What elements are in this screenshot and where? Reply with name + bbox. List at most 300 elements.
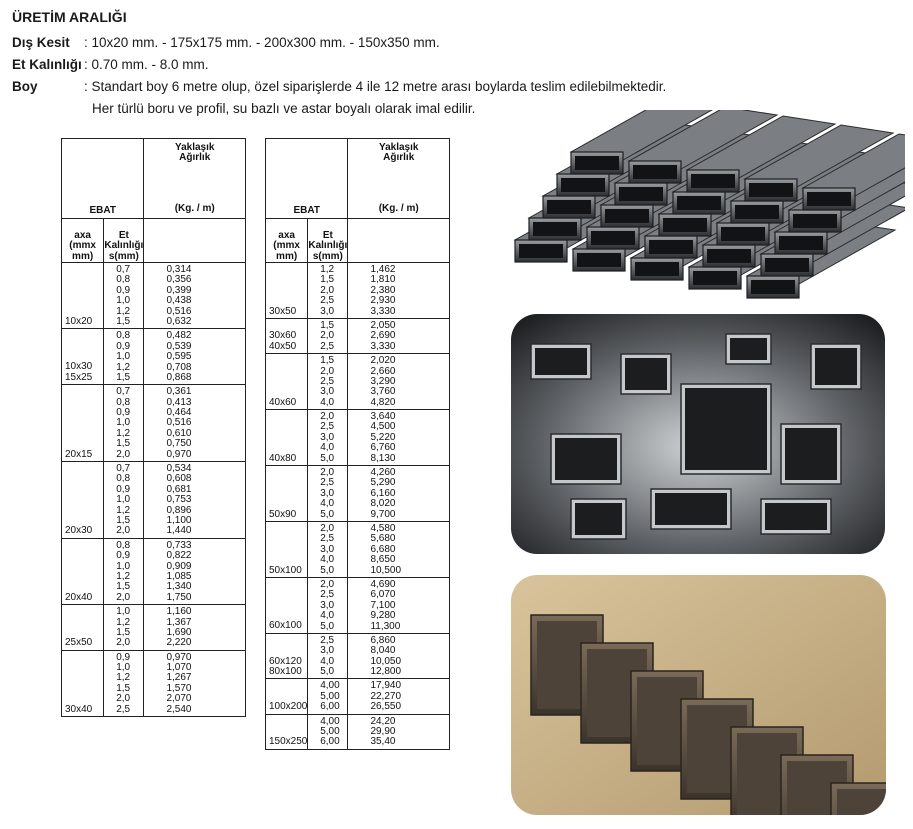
weight-cell [348,466,450,522]
thickness-value: 0,7 [116,463,131,475]
dimension-text: 20x40 [65,591,93,603]
weight-value: 0,356 [166,274,192,286]
thickness-value: 5,0 [320,564,335,576]
wall-thickness-value: : 0.70 mm. - 8.0 mm. [84,57,209,72]
weight-cell [144,263,246,329]
weight-value: 17,940 [370,680,402,692]
profile-grid [515,110,905,298]
dimension-cell [62,263,104,329]
dimension-cell [62,605,104,651]
weight-value: 4,260 [370,467,396,479]
thickness-value: 1,5 [116,682,131,694]
length-row [12,79,666,95]
thickness-value: 4,0 [320,442,335,454]
dimension-text: 150x250 [269,736,308,748]
dimension-text: 30x60 [269,330,297,342]
thickness-value: 2,0 [320,365,335,377]
thickness-value: 6,00 [320,701,340,713]
weight-value: 1,100 [166,514,192,526]
thickness-value: 2,0 [320,411,335,423]
weight-value: 8,020 [370,498,396,510]
thickness-value: 2,0 [320,578,335,590]
weight-value: 1,750 [166,591,192,603]
weight-value: 0,314 [166,264,192,275]
weight-value: 8,130 [370,452,396,464]
thickness-value: 0,8 [116,539,131,551]
table-row [266,577,450,633]
thickness-cell [308,354,348,410]
tube-hole [685,388,767,470]
paint-note: Her türlü boru ve profil, su bazlı ve astar boyalı olarak imal edilir. [92,101,476,116]
weight-value: 6,160 [370,487,396,499]
thickness-value: 1,5 [116,626,131,638]
thickness-value: 4,0 [320,498,335,510]
table-row [62,263,246,329]
tube-hole [677,196,721,210]
dimension-cell [266,521,308,577]
thickness-value: 0,8 [116,274,131,286]
weight-value: 0,482 [166,330,192,342]
thickness-cell [308,714,348,749]
tube-hole [837,789,886,815]
thickness-value: 0,8 [116,473,131,485]
tube-hole [779,236,823,250]
tube-hole [619,187,663,201]
ebat-header: EBAT [62,139,144,219]
tube-hole [625,358,667,390]
weight-value: 2,220 [166,637,192,649]
weight-value: 9,280 [370,610,396,622]
dimension-text: 40x50 [269,340,297,352]
tube-hole [749,183,793,197]
axa-header: axa (mmx mm) [62,219,104,263]
weight-value: 0,868 [166,371,192,383]
thickness-value: 5,0 [320,452,335,464]
thickness-value: 1,0 [116,417,131,429]
weight-value: 5,680 [370,533,396,545]
tube-hole [785,428,837,480]
weight-value: 1,440 [166,525,192,537]
table-row [266,466,450,522]
thickness-cell [104,462,144,539]
outer-section-row [12,35,440,51]
tube-hole [575,156,619,170]
weight-value: 1,340 [166,581,192,593]
thickness-cell [308,466,348,522]
weight-value: 1,690 [166,626,192,638]
weight-value: 0,733 [166,539,192,551]
thickness-value: 1,5 [116,315,131,327]
weight-value: 1,070 [166,662,192,674]
thickness-value: 1,2 [116,672,131,684]
dimension-cell [266,263,308,319]
weight-value: 3,290 [370,375,396,387]
thickness-value: 2,5 [320,421,335,433]
thickness-value: 1,0 [116,662,131,674]
thickness-cell [308,521,348,577]
thickness-value: 0,9 [116,340,131,352]
tube-hole [751,280,795,294]
dimension-text: 60x100 [269,620,302,632]
dimension-text: 10x30 [65,361,93,373]
table-row [62,650,246,716]
weight-value: 1,267 [166,672,192,684]
dimension-text: 20x30 [65,525,93,537]
length-value: : Standart boy 6 metre olup, özel siparişlerde 4 ile 12 metre arası boylarda teslim edilebilmektedir. [84,79,667,94]
steel-profiles-stack-photo [505,110,905,305]
dimension-text: 50x100 [269,564,302,576]
thickness-value: 1,0 [116,295,131,307]
wall-thickness-label: Et Kalınlığı [12,57,82,72]
thickness-value: 4,0 [320,610,335,622]
weight-value: 0,534 [166,463,192,475]
weight-value: 22,270 [370,690,402,702]
thickness-value: 1,5 [320,319,335,331]
thickness-value: 2,0 [320,284,335,296]
weight-value: 0,413 [166,396,192,408]
tube-hole [807,192,851,206]
length-label: Boy [12,79,38,94]
thickness-header: Et Kalınlığı s(mm) [104,219,144,263]
thickness-value: 2,0 [320,330,335,342]
tube-hole [765,503,827,530]
unit-label: (Kg. / m) [378,202,419,214]
weight-cell [348,714,450,749]
weight-value: 3,330 [370,340,396,352]
outer-section-value: : 10x20 mm. - 175x175 mm. - 200x300 mm. - 150x350 mm. [84,35,440,50]
dimension-text: 40x80 [269,452,297,464]
tube-hole [815,348,857,385]
weight-cell [348,679,450,714]
weight-value: 2,930 [370,295,396,307]
dimension-cell [62,538,104,604]
table-row [62,538,246,604]
weight-value: 10,500 [370,564,402,576]
empty-header [144,219,246,263]
thickness-value: 5,00 [320,726,340,738]
tube-hole [591,231,635,245]
dimension-cell [266,714,308,749]
dimension-text: 40x60 [269,396,297,408]
dimension-cell [62,650,104,716]
weight-value: 0,595 [166,351,192,363]
thickness-cell [308,633,348,679]
thickness-value: 1,0 [116,351,131,363]
thickness-value: 0,9 [116,550,131,562]
tube-hole [533,222,577,236]
table-body [62,263,246,717]
tube-hole [561,178,605,192]
thickness-value: 2,0 [116,591,131,603]
weight-value: 8,650 [370,554,396,566]
tube-hole [655,493,727,525]
thickness-value: 3,0 [320,487,335,499]
thickness-value: 5,00 [320,690,340,702]
tube-hole [519,244,563,258]
dimension-text: 25x50 [65,637,93,649]
weight-value: 0,361 [166,386,192,398]
tube-hole [721,227,765,241]
thickness-cell [104,538,144,604]
dimension-text: 60x120 [269,655,302,667]
weight-value: 0,608 [166,473,192,485]
weight-value: 0,822 [166,550,192,562]
weight-value: 1,085 [166,570,192,582]
thickness-value: 2,5 [320,340,335,352]
weight-value: 0,970 [166,448,192,460]
thickness-value: 1,5 [116,371,131,383]
weight-value: 35,40 [370,736,396,748]
weight-value: 0,464 [166,407,192,419]
weight-value: 1,810 [370,274,396,286]
weight-value: 1,367 [166,616,192,628]
thickness-value: 0,9 [116,483,131,495]
weight-value: 0,539 [166,340,192,352]
weight-cell [348,318,450,353]
thickness-value: 1,5 [116,514,131,526]
thickness-value: 2,0 [116,448,131,460]
dimension-text: 100x200 [269,701,308,713]
thickness-cell [104,605,144,651]
thickness-value: 1,5 [116,581,131,593]
thickness-value: 4,0 [320,554,335,566]
thickness-cell [104,263,144,329]
thickness-value: 1,0 [116,606,131,618]
thickness-value: 1,5 [116,438,131,450]
table-row [266,354,450,410]
thickness-value: 2,5 [320,375,335,387]
weight-value: 0,681 [166,483,192,495]
tube-hole [693,271,737,285]
weight-value: 0,753 [166,494,192,506]
weight-value: 9,700 [370,508,396,520]
weight-cell [144,605,246,651]
weight-cell [144,385,246,462]
thickness-value: 3,0 [320,543,335,555]
weight-value: 4,500 [370,421,396,433]
weight-value: 0,708 [166,361,192,373]
weight-value: 0,896 [166,504,192,516]
table-row [266,263,450,319]
weight-value: 3,330 [370,305,396,317]
thickness-value: 2,0 [116,693,131,705]
dimension-text: 30x50 [269,305,297,317]
table-body [266,263,450,750]
tube-staircase-photo [511,575,886,815]
tube-hole [535,348,587,375]
tube-hole [605,209,649,223]
thickness-value: 1,2 [116,305,131,317]
tube-hole [633,165,677,179]
thickness-value: 4,0 [320,396,335,408]
thickness-value: 1,2 [116,616,131,628]
weight-value: 3,760 [370,386,396,398]
thickness-cell [308,577,348,633]
weight-value: 5,290 [370,477,396,489]
table-row [266,410,450,466]
thickness-value: 0,8 [116,396,131,408]
page-title: ÜRETİM ARALIĞI [12,9,127,25]
weight-cell [348,521,450,577]
weight-value: 2,690 [370,330,396,342]
thickness-value: 3,0 [320,645,335,657]
approx-line1: Yaklaşık [378,142,419,153]
weight-value: 2,020 [370,355,396,367]
weight-value: 0,632 [166,315,192,327]
weight-value: 4,690 [370,578,396,590]
weight-cell [348,263,450,319]
weight-value: 7,100 [370,599,396,611]
thickness-cell [104,385,144,462]
approx-weight-header [144,139,246,219]
thickness-cell [104,650,144,716]
ebat-header: EBAT [266,139,348,219]
thickness-value: 2,0 [320,522,335,534]
weight-cell [144,538,246,604]
tube-hole [555,438,617,480]
thickness-value: 0,9 [116,407,131,419]
weight-value: 6,680 [370,543,396,555]
tube-hole [691,174,735,188]
table-row [62,385,246,462]
weight-cell [144,462,246,539]
thickness-value: 1,0 [116,560,131,572]
tube-hole [575,503,622,535]
tube-hole [635,262,679,276]
weight-value: 6,070 [370,589,396,601]
tube-hole [649,240,693,254]
weight-value: 2,380 [370,284,396,296]
weight-value: 6,760 [370,442,396,454]
thickness-cell [308,263,348,319]
weight-value: 1,570 [166,682,192,694]
weight-table-right [265,138,450,750]
thickness-cell [104,329,144,385]
thickness-value: 2,0 [116,637,131,649]
thickness-value: 1,5 [320,355,335,367]
weight-value: 1,160 [166,606,192,618]
dimension-cell [62,462,104,539]
thickness-value: 5,0 [320,508,335,520]
thickness-value: 6,00 [320,736,340,748]
thickness-cell [308,679,348,714]
outer-section-label: Dış Kesit [12,35,70,50]
weight-value: 0,750 [166,438,192,450]
approx-weight-header [348,139,450,219]
thickness-value: 0,9 [116,284,131,296]
weight-value: 24,20 [370,715,396,727]
weight-value: 10,050 [370,655,402,667]
dimension-text: 15x25 [65,371,93,383]
weight-cell [144,329,246,385]
dimension-cell [266,466,308,522]
table-row [266,633,450,679]
table-row [266,714,450,749]
weight-value: 0,610 [166,427,192,439]
tube-hole [577,253,621,267]
thickness-value: 4,00 [320,680,340,692]
thickness-value: 4,00 [320,715,340,727]
weight-value: 0,909 [166,560,192,572]
approx-line1: Yaklaşık [174,142,215,153]
weight-cell [348,633,450,679]
thickness-value: 1,2 [116,427,131,439]
weight-value: 29,90 [370,726,396,738]
dimension-text: 20x15 [65,448,93,460]
approx-line2: Ağırlık [383,152,415,164]
weight-value: 5,220 [370,431,396,443]
dimension-cell [266,679,308,714]
weight-cell [348,354,450,410]
thickness-value: 2,5 [116,703,131,715]
weight-value: 2,050 [370,319,396,331]
dimension-text: 10x20 [65,315,93,327]
thickness-value: 2,0 [116,525,131,537]
weight-value: 2,540 [166,703,192,715]
weight-value: 0,438 [166,295,192,307]
thickness-value: 4,0 [320,655,335,667]
dimension-cell [266,318,308,353]
dimension-cell [266,577,308,633]
weight-cell [144,650,246,716]
dimension-text: 50x90 [269,508,297,520]
thickness-value: 1,2 [116,504,131,516]
weight-value: 11,300 [370,620,401,632]
dimension-cell [62,385,104,462]
thickness-value: 3,0 [320,431,335,443]
tube-hole [663,218,707,232]
empty-header [348,219,450,263]
thickness-value: 1,2 [116,570,131,582]
weight-value: 6,860 [370,634,396,646]
dimension-cell [62,329,104,385]
thickness-value: 2,0 [320,467,335,479]
weight-value: 1,462 [370,264,396,275]
dimension-text: 80x100 [269,666,302,678]
approx-line2: Ağırlık [179,152,211,164]
weight-cell [348,410,450,466]
thickness-value: 0,8 [116,330,131,342]
thickness-value: 2,5 [320,634,335,646]
thickness-cell [308,318,348,353]
dimension-cell [266,633,308,679]
weight-value: 3,640 [370,411,396,423]
table-row [62,605,246,651]
thickness-cell [308,410,348,466]
table-row [62,462,246,539]
thickness-value: 1,0 [116,494,131,506]
weight-value: 0,516 [166,305,192,317]
weight-value: 4,580 [370,522,396,534]
table-row [62,329,246,385]
dimension-cell [266,354,308,410]
weight-value: 0,970 [166,651,192,663]
thickness-value: 0,9 [116,651,131,663]
unit-label: (Kg. / m) [174,202,215,214]
thickness-value: 1,2 [320,264,335,275]
thickness-value: 2,5 [320,295,335,307]
weight-table-left [61,138,246,717]
thickness-header: Et Kalınlığı s(mm) [308,219,348,263]
thickness-value: 3,0 [320,305,335,317]
wall-thickness-row [12,57,209,73]
thickness-value: 0,7 [116,264,131,275]
thickness-value: 0,7 [116,386,131,398]
table-row [266,679,450,714]
thickness-value: 2,5 [320,477,335,489]
thickness-value: 2,5 [320,589,335,601]
tube-hole [793,214,837,228]
